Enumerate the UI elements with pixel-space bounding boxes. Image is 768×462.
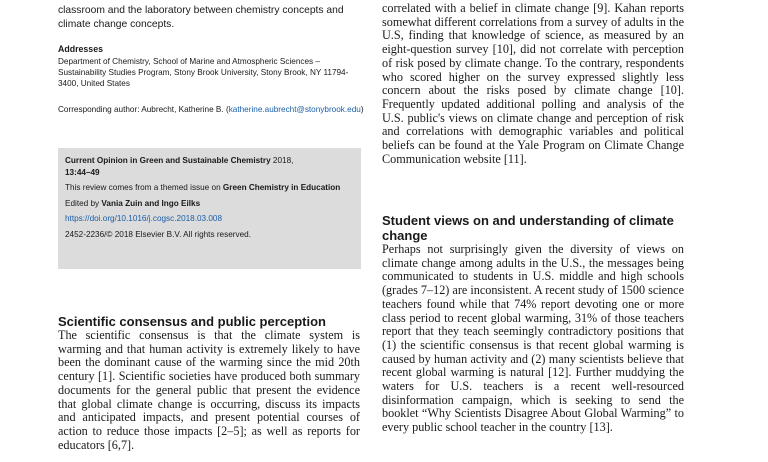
copyright: 2452-2236/© 2018 Elsevier B.V. All rights reserved.: [65, 229, 251, 239]
section-text-consensus: The scientific consensus is that the climate system is warming and that human activity is extremely likely to have been the dominant cause of the warming since the mid 20th century [1]. Scientific societies have produced both summary documents for the general public that present the evidence that global climate change is occurring, discuss its impacts and anticipated impacts, and present potential courses of action to reduce those impacts [2–5]; as well as reports for educators [6,7].: [58, 328, 360, 452]
themed-issue: [65, 182, 355, 194]
corresponding-label: Corresponding author: Aubrecht, Katherine B. (: [58, 105, 229, 114]
themed-topic: Green Chemistry in Education: [222, 183, 341, 192]
journal-name: Current Opinion in Green and Sustainable Chemistry: [65, 156, 271, 165]
right-paragraph-1: correlated with a belief in climate change [9]. Kahan reports somewhat different correlations from a survey of adults in the U.S, finding that knowledge of science, as measured by an eight-question survey [10], did not correlate with perception of risk posed by climate change. To the contrary, respondents who scored higher on the survey expressed slightly less concern about the risks posed by climate change [10]. Frequently updated additional polling and analysis of the U.S. public's views on climate change and perception of risk and correlations with demographic variables and political beliefs can be found at the Yale Program on Climate Change Communication website [11].: [382, 1, 684, 166]
section-text-student-views: Perhaps not surprisingly given the diversity of views on climate change among adults in the U.S., the messages being communicated to students in U.S. middle and high schools (grades 7–12) are inconsistent. A recent study of 1500 science teachers found while that 74% report devoting one or more class period to recent global warming, 31% of those teachers report that they teach seemingly contradictory positions that (1) the scientific consensus is that recent global warming is caused by human activity and (2) many scientists believe that recent global warming is natural [12]. Further muddying the waters for U.S. teachers is a recent well-resourced disinformation campaign, which is seeking to send the booklet “Why Scientists Disagree About Global Warming” to every public school teacher in the country [13].: [382, 242, 684, 435]
corresponding-author: [58, 104, 364, 116]
edited-by: [65, 198, 355, 210]
section-heading-student-views: Student views on and understanding of climate change: [382, 213, 674, 243]
edited-prefix: Edited by: [65, 198, 100, 208]
doi-link[interactable]: https://doi.org/10.1016/j.cogsc.2018.03.008: [65, 214, 223, 223]
section-heading-consensus: Scientific consensus and public perception: [58, 314, 326, 329]
corresponding-email-link[interactable]: katherine.aubrecht@stonybrook.edu: [228, 105, 361, 114]
addresses-text: Department of Chemistry, School of Marine and Atmospheric Sciences – Sustainability Studies Program, Stony Brook University, Stony Brook, NY 11794-3400, United States: [58, 57, 349, 88]
journal-year: 2018,: [272, 156, 294, 165]
themed-prefix: This review comes from a themed issue on: [65, 183, 221, 192]
corresponding-close: ): [360, 105, 364, 114]
abstract-tail: classroom and the laboratory between chemistry concepts and climate change concepts.: [58, 5, 344, 31]
editors: Vania Zuin and Ingo Eilks: [101, 198, 201, 208]
article-info-box: [58, 148, 361, 269]
journal-citation: [65, 155, 355, 178]
journal-volume-pages: 13:44–49: [65, 167, 100, 177]
addresses-block: [58, 44, 364, 89]
addresses-heading: Addresses: [58, 44, 103, 54]
